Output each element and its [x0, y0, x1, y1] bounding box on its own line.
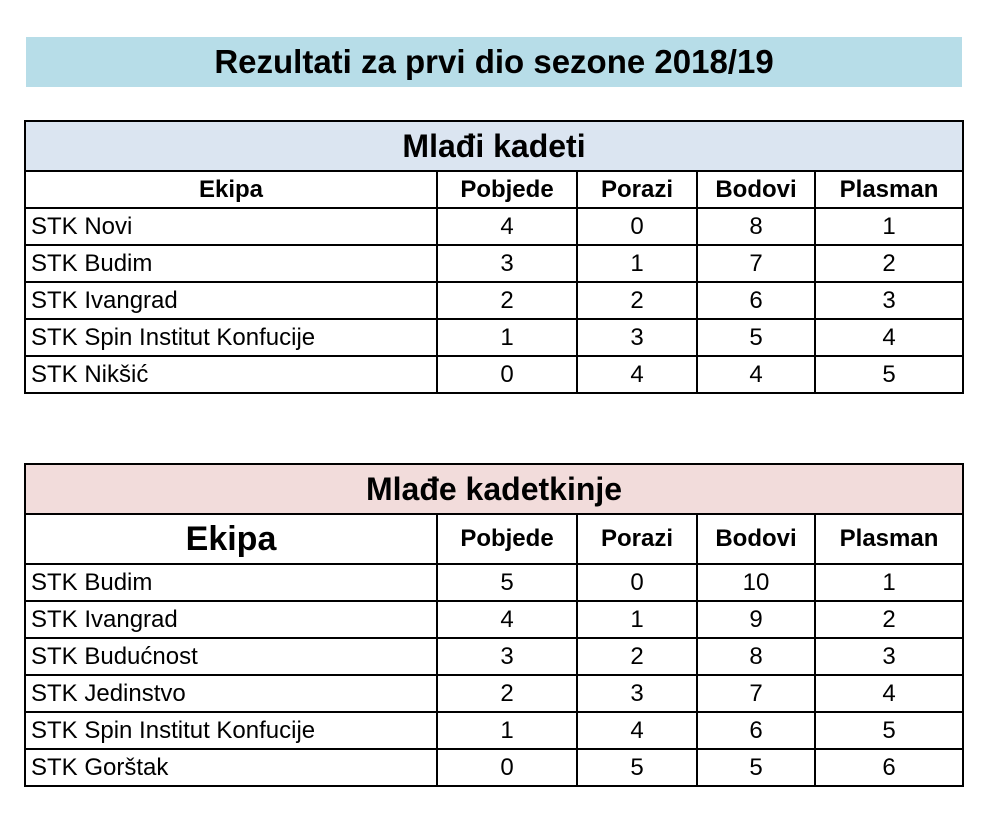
losses-cell: 3	[577, 675, 697, 712]
rank-cell: 4	[815, 675, 963, 712]
team-name-cell: STK Ivangrad	[25, 601, 437, 638]
wins-cell: 1	[437, 319, 577, 356]
losses-cell: 4	[577, 356, 697, 393]
rank-cell: 1	[815, 564, 963, 601]
cadettes-title-row	[25, 464, 963, 514]
wins-cell: 4	[437, 601, 577, 638]
table-row	[25, 749, 963, 786]
table-row	[25, 564, 963, 601]
points-cell: 5	[697, 749, 815, 786]
column-header-wins: Pobjede	[437, 171, 577, 208]
points-cell: 8	[697, 208, 815, 245]
wins-cell: 3	[437, 638, 577, 675]
points-cell: 8	[697, 638, 815, 675]
losses-cell: 2	[577, 282, 697, 319]
wins-cell: 1	[437, 712, 577, 749]
column-header-rank: Plasman	[815, 171, 963, 208]
table-row	[25, 208, 963, 245]
cadettes-section-title: Mlađe kadetkinje	[25, 464, 963, 514]
wins-cell: 0	[437, 356, 577, 393]
points-cell: 4	[697, 356, 815, 393]
column-header-losses: Porazi	[577, 171, 697, 208]
points-cell: 6	[697, 282, 815, 319]
cadets-results-table	[24, 120, 964, 394]
rank-cell: 5	[815, 356, 963, 393]
rank-cell: 3	[815, 282, 963, 319]
cadettes-results-table	[24, 463, 964, 787]
rank-cell: 5	[815, 712, 963, 749]
points-cell: 5	[697, 319, 815, 356]
losses-cell: 3	[577, 319, 697, 356]
table-row	[25, 712, 963, 749]
column-header-team: Ekipa	[25, 514, 437, 564]
team-name-cell: STK Budim	[25, 245, 437, 282]
team-name-cell: STK Nikšić	[25, 356, 437, 393]
table-row	[25, 245, 963, 282]
column-header-team: Ekipa	[25, 171, 437, 208]
team-name-cell: STK Spin Institut Konfucije	[25, 712, 437, 749]
losses-cell: 4	[577, 712, 697, 749]
table-row	[25, 356, 963, 393]
losses-cell: 5	[577, 749, 697, 786]
rank-cell: 2	[815, 245, 963, 282]
table-row	[25, 638, 963, 675]
rank-cell: 2	[815, 601, 963, 638]
team-name-cell: STK Novi	[25, 208, 437, 245]
team-name-cell: STK Gorštak	[25, 749, 437, 786]
column-header-wins: Pobjede	[437, 514, 577, 564]
wins-cell: 3	[437, 245, 577, 282]
rank-cell: 3	[815, 638, 963, 675]
table-row	[25, 282, 963, 319]
wins-cell: 2	[437, 675, 577, 712]
losses-cell: 0	[577, 564, 697, 601]
wins-cell: 2	[437, 282, 577, 319]
cadets-header-row	[25, 171, 963, 208]
wins-cell: 5	[437, 564, 577, 601]
losses-cell: 2	[577, 638, 697, 675]
points-cell: 9	[697, 601, 815, 638]
team-name-cell: STK Spin Institut Konfucije	[25, 319, 437, 356]
column-header-points: Bodovi	[697, 171, 815, 208]
losses-cell: 1	[577, 601, 697, 638]
points-cell: 10	[697, 564, 815, 601]
team-name-cell: STK Budućnost	[25, 638, 437, 675]
wins-cell: 4	[437, 208, 577, 245]
points-cell: 6	[697, 712, 815, 749]
column-header-losses: Porazi	[577, 514, 697, 564]
team-name-cell: STK Budim	[25, 564, 437, 601]
cadets-section-title: Mlađi kadeti	[25, 121, 963, 171]
page-title: Rezultati za prvi dio sezone 2018/19	[26, 37, 962, 87]
losses-cell: 0	[577, 208, 697, 245]
wins-cell: 0	[437, 749, 577, 786]
points-cell: 7	[697, 245, 815, 282]
team-name-cell: STK Ivangrad	[25, 282, 437, 319]
rank-cell: 1	[815, 208, 963, 245]
table-row	[25, 319, 963, 356]
column-header-points: Bodovi	[697, 514, 815, 564]
cadets-title-row	[25, 121, 963, 171]
losses-cell: 1	[577, 245, 697, 282]
points-cell: 7	[697, 675, 815, 712]
cadettes-header-row	[25, 514, 963, 564]
rank-cell: 4	[815, 319, 963, 356]
team-name-cell: STK Jedinstvo	[25, 675, 437, 712]
rank-cell: 6	[815, 749, 963, 786]
column-header-rank: Plasman	[815, 514, 963, 564]
table-row	[25, 601, 963, 638]
table-row	[25, 675, 963, 712]
